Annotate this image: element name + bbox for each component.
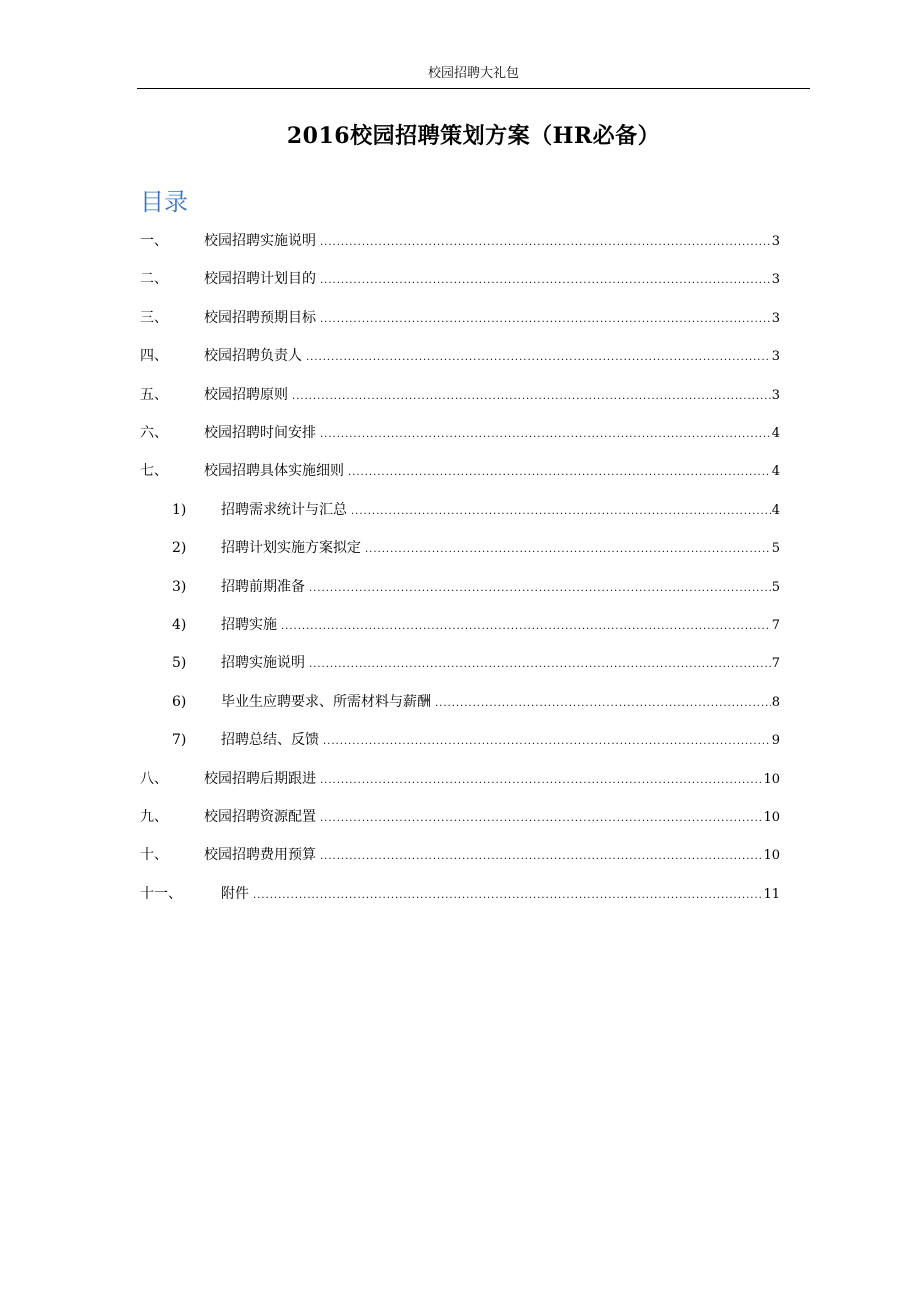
toc-page-number: 3 xyxy=(771,272,780,287)
toc-entry-label: 毕业生应聘要求、所需材料与薪酬 xyxy=(221,694,431,710)
toc-entry[interactable] xyxy=(0,499,920,521)
toc-entry-label: 校园招聘预期目标 xyxy=(204,310,316,326)
toc-entry-number: 4) xyxy=(172,617,187,633)
toc-dot-leader xyxy=(320,424,771,446)
toc-entry-number: 十、 xyxy=(140,847,168,863)
toc-page-number: 9 xyxy=(771,733,780,748)
document-title: 2016校园招聘策划方案（HR必备） xyxy=(286,123,661,149)
toc-entry-number: 2) xyxy=(172,540,187,556)
toc-dot-leader xyxy=(309,578,771,600)
toc-entry-body xyxy=(204,844,780,868)
toc-page-number: 3 xyxy=(771,311,780,326)
toc-entry-number: 二、 xyxy=(140,271,168,287)
toc-entry-number: 八、 xyxy=(140,771,168,787)
toc-entry-number: 五、 xyxy=(140,387,168,403)
toc-entry-label: 校园招聘具体实施细则 xyxy=(204,463,344,479)
toc-dot-leader xyxy=(253,885,762,907)
toc-entry-number: 四、 xyxy=(140,348,168,364)
toc-entry[interactable] xyxy=(0,576,920,598)
toc-entry[interactable] xyxy=(0,460,920,482)
toc-page-number: 3 xyxy=(771,388,780,403)
toc-entry-label: 校园招聘负责人 xyxy=(204,348,302,364)
toc-entry-label: 附件 xyxy=(221,886,249,902)
toc-dot-leader xyxy=(365,539,771,561)
toc-dot-leader xyxy=(292,386,771,408)
toc-entry-body xyxy=(204,307,780,331)
toc-entry-body xyxy=(204,422,780,446)
toc-entry-number: 1) xyxy=(172,502,187,518)
toc-entry[interactable] xyxy=(0,307,920,329)
toc-entry-body xyxy=(204,460,780,484)
toc-entry[interactable] xyxy=(0,883,920,905)
toc-entry-body xyxy=(204,268,780,292)
toc-entry-label: 校园招聘原则 xyxy=(204,387,288,403)
toc-dot-leader xyxy=(351,501,771,523)
toc-entry-label: 校园招聘时间安排 xyxy=(204,425,316,441)
toc-entry[interactable] xyxy=(0,230,920,252)
toc-page-number: 10 xyxy=(763,810,780,825)
toc-entry-label: 招聘实施 xyxy=(221,617,277,633)
toc-entry-body xyxy=(221,499,780,523)
toc-entry-label: 招聘总结、反馈 xyxy=(221,732,319,748)
toc-entry-body xyxy=(221,883,780,907)
toc-entry[interactable] xyxy=(0,384,920,406)
toc-dot-leader xyxy=(435,693,771,715)
toc-entry-body xyxy=(221,652,780,676)
toc-page-number: 3 xyxy=(771,234,780,249)
toc-entry-number: 三、 xyxy=(140,310,168,326)
toc-dot-leader xyxy=(306,347,771,369)
toc-dot-leader xyxy=(348,462,771,484)
toc-page-number: 4 xyxy=(771,503,780,518)
toc-entry-label: 校园招聘计划目的 xyxy=(204,271,316,287)
toc-entry-label: 校园招聘费用预算 xyxy=(204,847,316,863)
toc-page-number: 7 xyxy=(771,618,780,633)
toc-entry-number: 一、 xyxy=(140,233,168,249)
toc-entry-label: 招聘需求统计与汇总 xyxy=(221,502,347,518)
toc-entry-number: 六、 xyxy=(140,425,168,441)
toc-entry-label: 校园招聘后期跟进 xyxy=(204,771,316,787)
toc-entry-label: 招聘计划实施方案拟定 xyxy=(221,540,361,556)
toc-entry[interactable] xyxy=(0,691,920,713)
toc-page-number: 10 xyxy=(763,772,780,787)
toc-entry[interactable] xyxy=(0,768,920,790)
toc-entry-label: 招聘前期准备 xyxy=(221,579,305,595)
toc-entry-number: 十一、 xyxy=(140,886,182,902)
toc-entry-number: 6) xyxy=(172,694,187,710)
toc-entry[interactable] xyxy=(0,652,920,674)
toc-entry-number: 5) xyxy=(172,655,187,671)
toc-entry-label: 校园招聘资源配置 xyxy=(204,809,316,825)
toc-entry[interactable] xyxy=(0,844,920,866)
toc-entry-body xyxy=(221,691,780,715)
toc-page-number: 4 xyxy=(771,426,780,441)
toc-entry-body xyxy=(221,614,780,638)
toc-heading: 目录 xyxy=(140,188,188,216)
running-header: 校园招聘大礼包 xyxy=(427,66,519,81)
toc-entry[interactable] xyxy=(0,729,920,751)
toc-entry[interactable] xyxy=(0,537,920,559)
toc-entry-body xyxy=(221,576,780,600)
toc-entry-body xyxy=(204,806,780,830)
toc-entry-body xyxy=(204,384,780,408)
toc-dot-leader xyxy=(320,846,762,868)
toc-dot-leader xyxy=(320,232,771,254)
toc-dot-leader xyxy=(309,654,771,676)
toc-page-number: 10 xyxy=(763,848,780,863)
toc-entry[interactable] xyxy=(0,614,920,636)
toc-entry-body xyxy=(204,345,780,369)
toc-page-number: 3 xyxy=(771,349,780,364)
toc-dot-leader xyxy=(320,309,771,331)
toc-entry[interactable] xyxy=(0,422,920,444)
toc-dot-leader xyxy=(320,808,762,830)
toc-entry[interactable] xyxy=(0,806,920,828)
toc-page-number: 7 xyxy=(771,656,780,671)
toc-dot-leader xyxy=(320,770,762,792)
toc-entry-label: 校园招聘实施说明 xyxy=(204,233,316,249)
toc-dot-leader xyxy=(323,731,771,753)
toc-dot-leader xyxy=(320,270,771,292)
toc-entry-number: 七、 xyxy=(140,463,168,479)
toc-entry-body xyxy=(204,230,780,254)
toc-page-number: 8 xyxy=(771,695,780,710)
toc-entry[interactable] xyxy=(0,345,920,367)
toc-entry-number: 7) xyxy=(172,732,187,748)
toc-entry-number: 九、 xyxy=(140,809,168,825)
toc-entry-label: 招聘实施说明 xyxy=(221,655,305,671)
toc-entry-number: 3) xyxy=(172,579,187,595)
toc-entry-body xyxy=(204,768,780,792)
toc-page-number: 5 xyxy=(771,541,780,556)
toc-entry[interactable] xyxy=(0,268,920,290)
toc-entry-body xyxy=(221,729,780,753)
toc-page-number: 11 xyxy=(763,887,780,902)
toc-dot-leader xyxy=(281,616,771,638)
toc-page-number: 4 xyxy=(771,464,780,479)
toc-entry-body xyxy=(221,537,780,561)
toc-page-number: 5 xyxy=(771,580,780,595)
